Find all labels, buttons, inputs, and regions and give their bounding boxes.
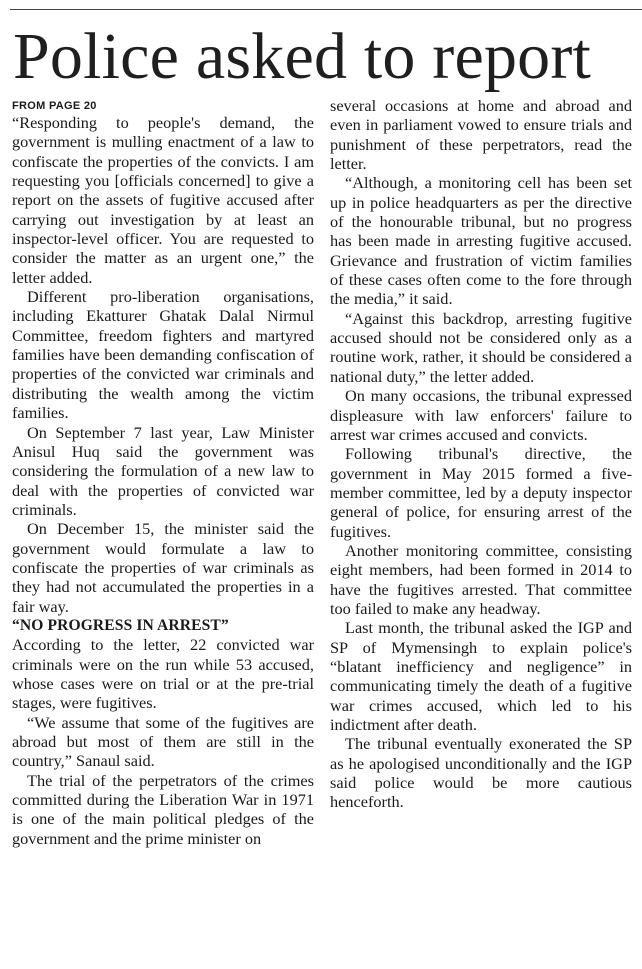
- headline: Police asked to report: [13, 20, 592, 93]
- paragraph: Following tribunal's directive, the government in May 2015 formed a five-member committee, led by a deputy inspector general of police, for ensuring arrest of the fugitives.: [330, 444, 632, 541]
- paragraph: “We assume that some of the fugitives are abroad but most of them are still in the country,” Sanaul said.: [12, 712, 314, 771]
- subhead: “NO PROGRESS IN ARREST”: [12, 616, 229, 634]
- paragraph: On September 7 last year, Law Minister Anisul Huq said the government was considering the formulation of a new law to deal with the properties of convicted war criminals.: [12, 422, 314, 519]
- paragraph: On many occasions, the tribunal expressed displeasure with law enforcers' failure to arrest war crimes accused and convicts.: [330, 386, 632, 444]
- paragraph: Another monitoring committee, consisting eight members, had been formed in 2014 to have the fugitives arrested. That committee too failed to make any headway.: [330, 540, 632, 618]
- paragraph: “Against this backdrop, arresting fugitive accused should not be considered only as a routine work, rather, it should be considered a national duty,” the letter added.: [330, 308, 632, 386]
- dateline: FROM PAGE 20: [12, 100, 97, 112]
- paragraph: several occasions at home and abroad and even in parliament vowed to ensure trials and punishment of these perpetrators, read the letter.: [330, 96, 632, 174]
- paragraph: The tribunal eventually exonerated the SP as he apologised unconditionally and the IGP said police would be more cautious henceforth.: [330, 734, 632, 812]
- top-strip: [0, 0, 642, 10]
- paragraph: Different pro-liberation organisations, including Ekatturer Ghatak Dalal Nirmul Committee, freedom fighters and martyred families have been demanding confiscation of properties of the convicted war criminals and distributing the wealth among the victim families.: [12, 287, 314, 423]
- paragraph: Last month, the tribunal asked the IGP and SP of Mymensingh to explain police's “blatant inefficiency and negligence” in communicating timely the death of a fugitive war crimes accused, which led to his indictment after death.: [330, 618, 632, 734]
- right-column: [330, 96, 632, 812]
- left-column: [12, 99, 314, 848]
- paragraph: The trial of the perpetrators of the crimes committed during the Liberation War in 1971 is one of the main political pledges of the government and the prime minister on: [12, 770, 314, 848]
- paragraph: On December 15, the minister said the government would formulate a law to confiscate the properties of war criminals as they had not accumulated the properties in a fair way.: [12, 519, 314, 616]
- top-rule: [10, 9, 642, 10]
- paragraph: “Although, a monitoring cell has been set up in police headquarters as per the directive of the honourable tribunal, but no progress has been made in arresting fugitive accused. Grievance and frustration of victim families of these cases often come to the fore through the media,” it said.: [330, 173, 632, 309]
- paragraph: “Responding to people's demand, the government is mulling enactment of a law to confiscate the properties of the convicts. I am requesting you [officials concerned] to give a report on the assets of fugitive accused after carrying out investigation by at least an inspector-level officer. You are requested to consider the matter as an urgent one,” the letter added.: [12, 113, 314, 287]
- paragraph: According to the letter, 22 convicted war criminals were on the run while 53 accused, whose cases were on trial or at the pre-trial stages, were fugitives.: [12, 635, 314, 713]
